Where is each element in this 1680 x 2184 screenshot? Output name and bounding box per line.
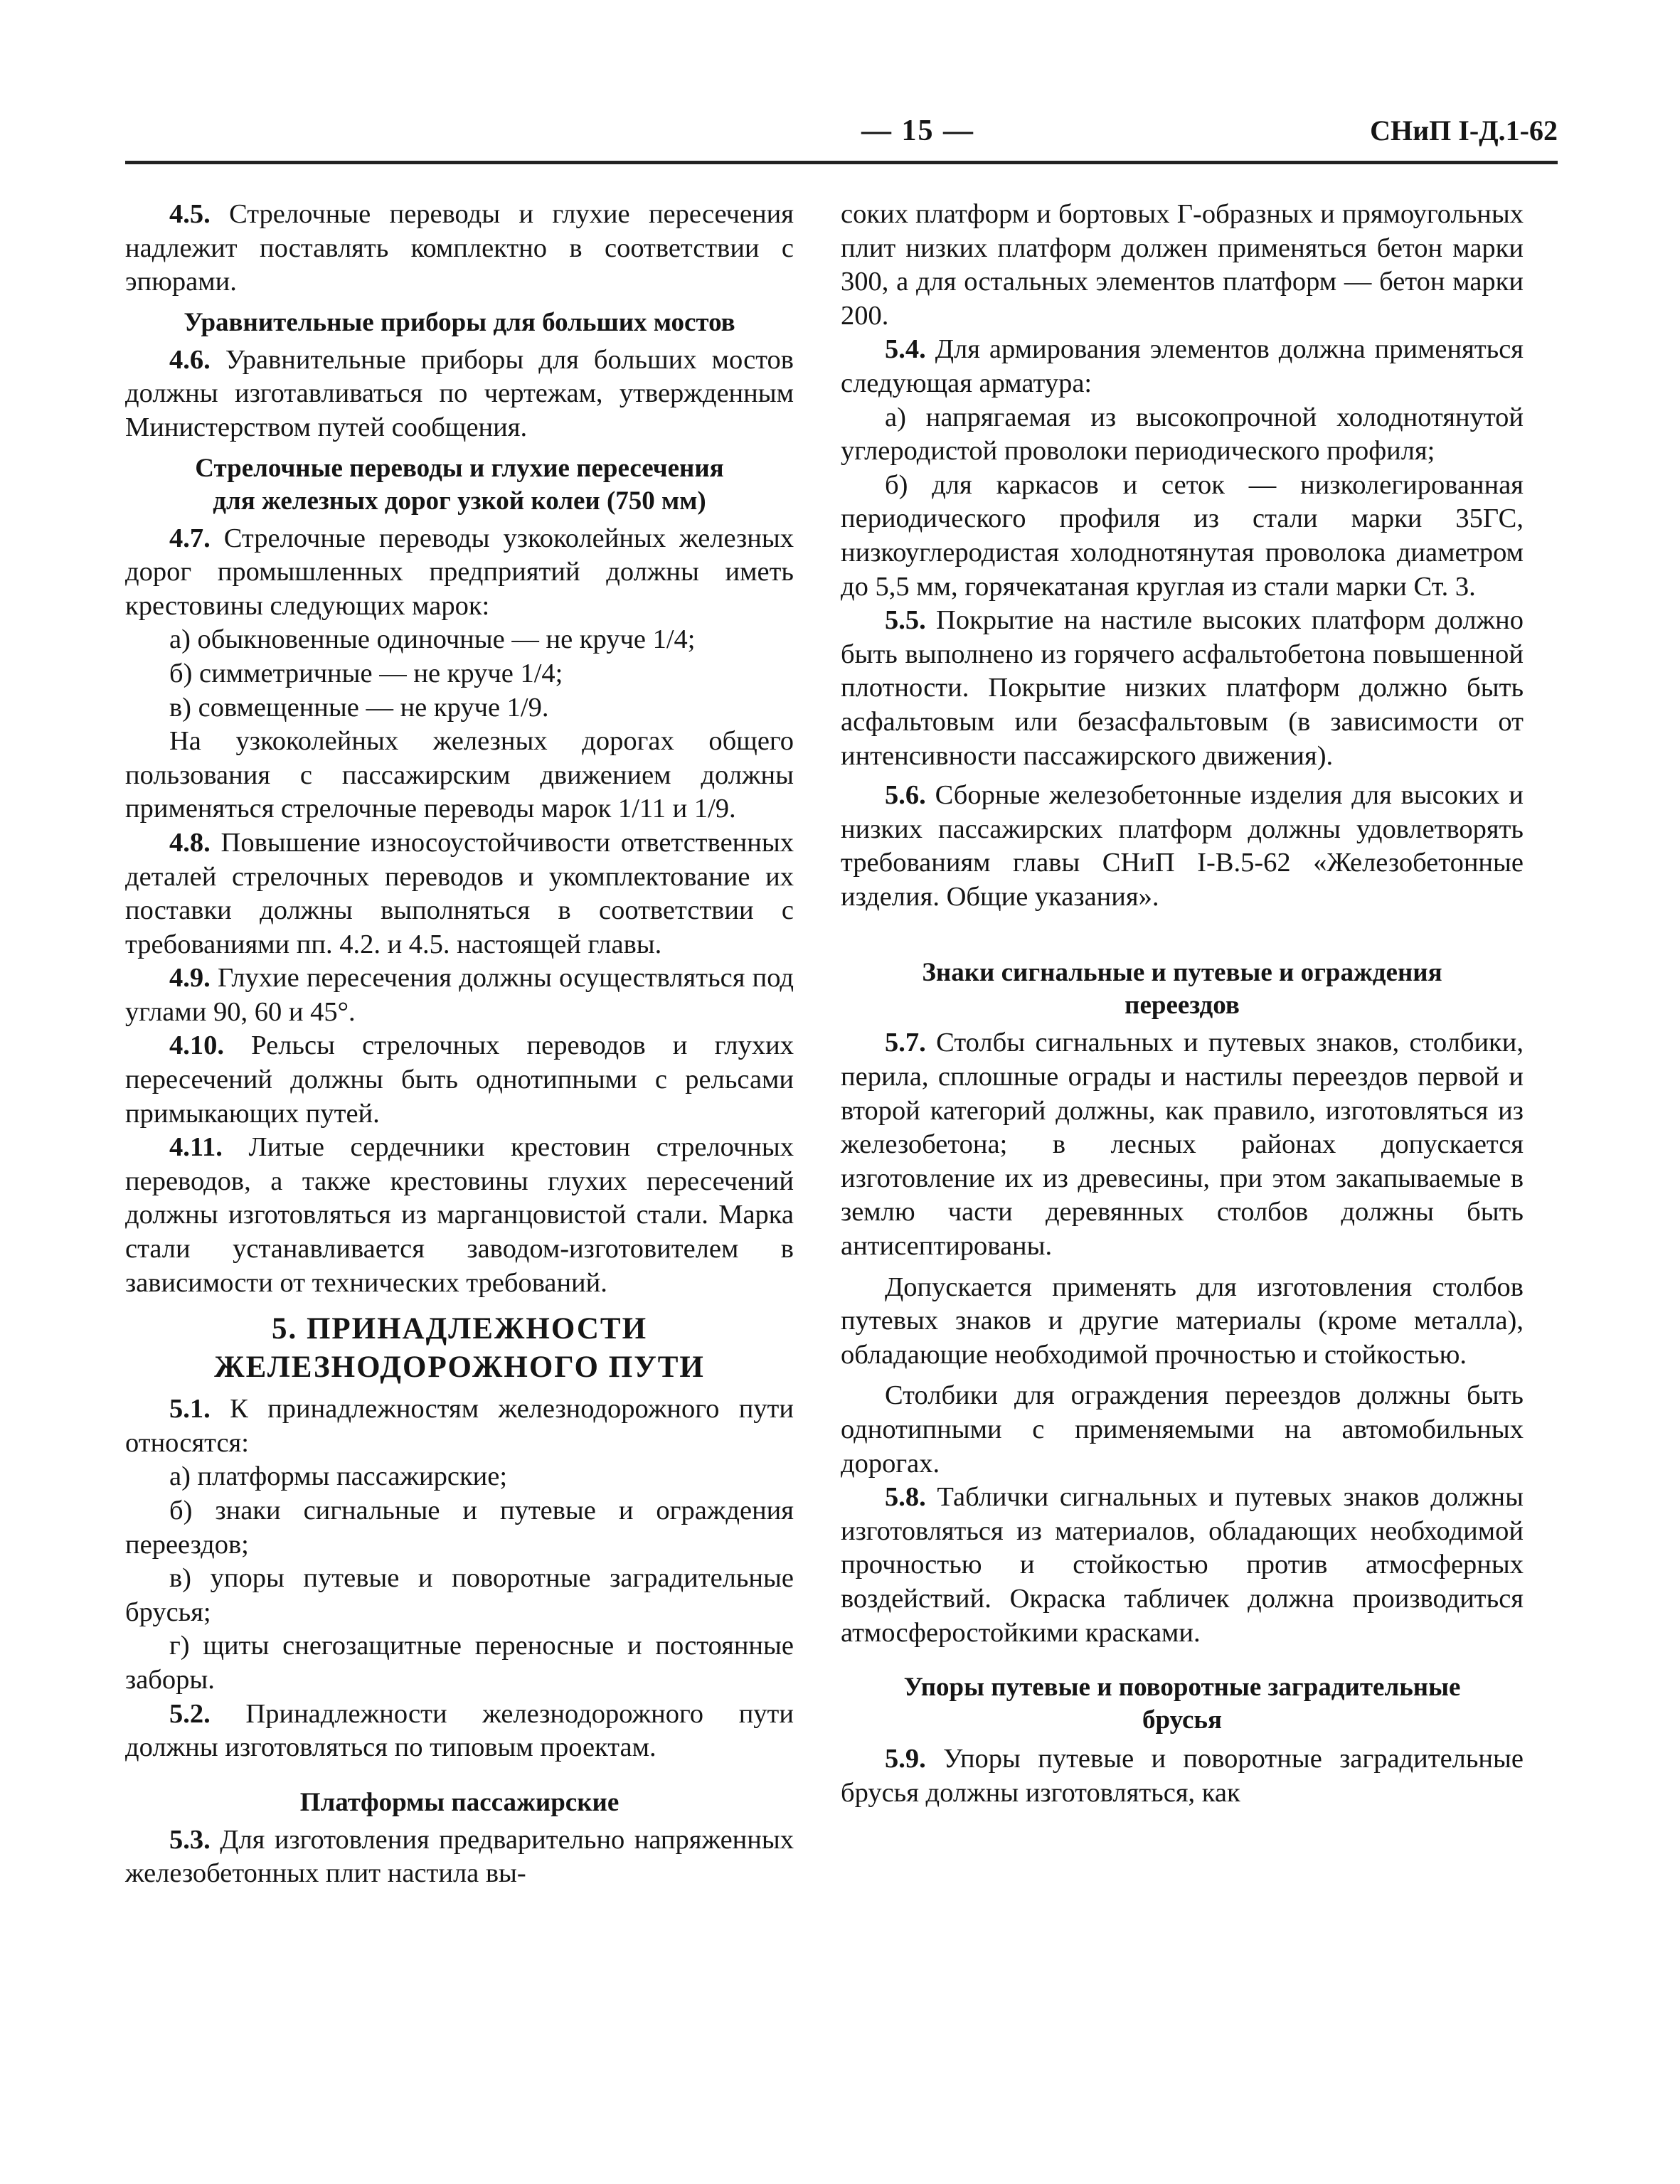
clause-5-3: 5.3. Для изготовления предварительно напряженных железобетонных плит настила вы-: [125, 1824, 794, 1889]
clause-5-1: 5.1. К принадлежностям железнодорожного пути относятся:: [125, 1394, 794, 1458]
clause-5-3-continued: соких платформ и бортовых Г-образных и прямоугольных плит низких платформ должен применяться бетон марки 300, а для остальных элементов платформ — бетон марки 200.: [841, 199, 1524, 331]
list-item: б) симметричные — не круче 1/4;: [169, 658, 563, 688]
clause-5-2: 5.2. Принадлежности железнодорожного пути должны изготовляться по типовым проектам.: [125, 1698, 794, 1763]
clause-4-10: 4.10. Рельсы стрелочных переводов и глухих пересечений должны быть однотипными с рельсами примыкающих путей.: [125, 1030, 794, 1129]
header-rule: [125, 161, 1558, 164]
heading-stops: Упоры путевые и поворотные заградительные брусья: [903, 1673, 1461, 1735]
clause-5-7: 5.7. Столбы сигнальных и путевых знаков, столбики, перила, сплошные ограды и настилы переездов первой и второй категорий должны, как правило, изготовляться из железобетона; в лесных районах допускается изготовление их из древесины, при этом закапываемые в землю части деревянных столбов должны быть антисептированы.: [841, 1028, 1524, 1262]
left-column: [125, 198, 794, 1891]
clause-4-9: 4.9. Глухие пересечения должны осуществляться под углами 90, 60 и 45°.: [125, 963, 794, 1027]
section-5-title: 5. ПРИНАДЛЕЖНОСТИ ЖЕЛЕЗНОДОРОЖНОГО ПУТИ: [214, 1312, 705, 1385]
right-column: [841, 198, 1524, 1810]
document-code: СНиП I-Д.1-62: [1370, 114, 1558, 147]
paragraph: Столбики для ограждения переездов должны быть однотипными с применяемыми на автомобильных дорогах.: [841, 1380, 1524, 1479]
clause-5-4: 5.4. Для армирования элементов должна применяться следующая арматура:: [841, 334, 1524, 398]
paragraph: Допускается применять для изготовления столбов путевых знаков и другие материалы (кроме металла), обладающие необходимой прочностью и стойкостью.: [841, 1272, 1524, 1370]
clause-5-9: 5.9. Упоры путевые и поворотные заградительные брусья должны изготовляться, как: [841, 1744, 1524, 1808]
list-item: в) совмещенные — не круче 1/9.: [169, 692, 549, 723]
list-item: б) для каркасов и сеток — низколегированная периодического профиля из стали марки 35ГС, низкоуглеродистая холоднотянутая проволока диаметром до 5,5 мм, горячекатаная круглая из стали марки Ст. 3.: [841, 469, 1524, 602]
heading-equalizers: Уравнительные приборы для больших мостов: [184, 307, 735, 337]
heading-platforms: Платформы пассажирские: [299, 1787, 620, 1817]
page-number: — 15 —: [861, 114, 974, 147]
list-item: в) упоры путевые и поворотные заградительные брусья;: [125, 1563, 794, 1627]
clause-5-6: 5.6. Сборные железобетонные изделия для высоких и низких пассажирских платформ должны удовлетворять требованиям главы СНиП I-В.5-62 «Железобетонные изделия. Общие указания».: [841, 780, 1524, 912]
clause-4-7: 4.7. Стрелочные переводы узкоколейных железных дорог промышленных предприятий должны иметь крестовины следующих марок:: [125, 523, 794, 621]
list-item: а) обыкновенные одиночные — не круче 1/4;: [169, 624, 696, 655]
heading-signs: Знаки сигнальные и путевые и ограждения переездов: [922, 958, 1442, 1021]
clause-5-5: 5.5. Покрытие на настиле высоких платформ должно быть выполнено из горячего асфальтобетона повышенной плотности. Покрытие низких платформ должно быть асфальтовым или безасфальтовым (в зависимости от интенсивности пассажирского движения).: [841, 605, 1524, 771]
clause-5-8: 5.8. Таблички сигнальных и путевых знаков должны изготовляться из материалов, обладающих необходимой прочностью и стойкостью против атмосферных воздействий. Окраска табличек должна производиться атмосферостойкими красками.: [841, 1482, 1524, 1648]
list-item: а) напрягаемая из высокопрочной холоднотянутой углеродистой проволоки периодического профиля;: [841, 402, 1524, 467]
running-header: [125, 114, 1558, 164]
clause-4-5: 4.5. Стрелочные переводы и глухие пересечения надлежит поставлять комплектно в соответствии с эпюрами.: [125, 199, 794, 297]
paragraph: На узкоколейных железных дорогах общего пользования с пассажирским движением должны применяться стрелочные переводы марок 1/11 и 1/9.: [125, 726, 794, 824]
clause-4-6: 4.6. Уравнительные приборы для больших мостов должны изготавливаться по чертежам, утвержденным Министерством путей сообщения.: [125, 344, 794, 442]
list-item: б) знаки сигнальные и путевые и ограждения переездов;: [125, 1496, 794, 1560]
list-item: а) платформы пассажирские;: [169, 1461, 508, 1492]
heading-narrow-gauge: Стрелочные переводы и глухие пересечения для железных дорог узкой колеи (750 мм): [195, 453, 724, 516]
clause-4-8: 4.8. Повышение износоустойчивости ответственных деталей стрелочных переводов и укомплектование их поставки должны выполняться в соответствии с требованиями пп. 4.2. и 4.5. настоящей главы.: [125, 827, 794, 959]
clause-4-11: 4.11. Литые сердечники крестовин стрелочных переводов, а также крестовины глухих пересечений должны изготовляться из марганцовистой стали. Марка стали устанавливается заводом-изготовителем в зависимости от технических требований.: [125, 1132, 794, 1298]
list-item: г) щиты снегозащитные переносные и постоянные заборы.: [125, 1631, 794, 1695]
